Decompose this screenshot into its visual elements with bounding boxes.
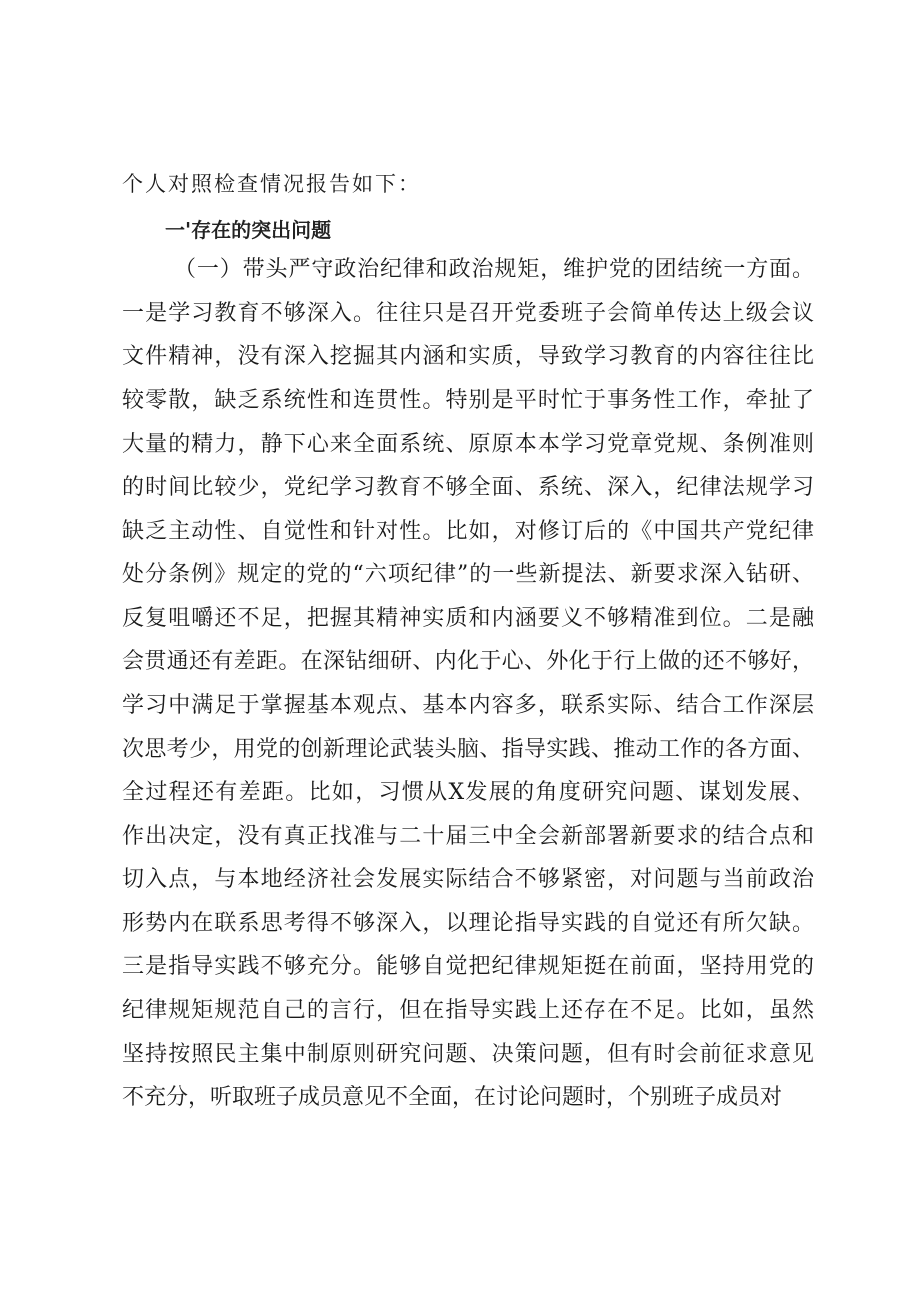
paragraph-line: 形势内在联系思考得不够深入，以理论指导实践的自觉还有所欠缺。 <box>122 911 814 936</box>
paragraph-line: 次思考少，用党的创新理论武装头脑、指导实践、推动工作的各方面、 <box>122 737 814 762</box>
paragraph-line: 三是指导实践不够充分。能够自觉把纪律规矩挺在前面，坚持用党的 <box>122 954 814 979</box>
paragraph-line: 处分条例》规定的党的“六项纪律”的一些新提法、新要求深入钻研、 <box>122 562 814 587</box>
paragraph-line: 会贯通还有差距。在深钻细研、内化于心、外化于行上做的还不够好， <box>122 649 814 674</box>
paragraph-line: 文件精神，没有深入挖掘其内涵和实质，导致学习教育的内容往往比 <box>122 344 814 369</box>
paragraph-line: 学习中满足于掌握基本观点、基本内容多，联系实际、结合工作深层 <box>122 693 814 718</box>
paragraph-line: 坚持按照民主集中制原则研究问题、决策问题，但有时会前征求意见 <box>122 1042 814 1067</box>
section-heading: 一'存在的突出问题 <box>165 218 332 242</box>
paragraph-line: 切入点，与本地经济社会发展实际结合不够紧密，对问题与当前政治 <box>122 867 814 892</box>
paragraph-line: 大量的精力，静下心来全面系统、原原本本学习党章党规、条例准则 <box>122 432 814 457</box>
paragraph-line: 全过程还有差距。比如，习惯从X发展的角度研究问题、谋划发展、 <box>122 780 814 805</box>
paragraph-line: 较零散，缺乏系统性和连贯性。特别是平时忙于事务性工作，牵扯了 <box>122 388 814 413</box>
intro-text: 个人对照检查情况报告如下： <box>122 172 421 196</box>
paragraph-line: 纪律规矩规范自己的言行，但在指导实践上还存在不足。比如，虽然 <box>122 998 814 1023</box>
paragraph-line: 作出决定，没有真正找准与二十届三中全会新部署新要求的结合点和 <box>122 824 814 849</box>
paragraph-line: 反复咀嚼还不足，把握其精神实质和内涵要义不够精准到位。二是融 <box>122 606 814 631</box>
paragraph-line: 一是学习教育不够深入。往往只是召开党委班子会简单传达上级会议 <box>122 301 814 326</box>
paragraph-line: 的时间比较少，党纪学习教育不够全面、系统、深入，纪律法规学习 <box>122 475 814 500</box>
paragraph-line: 缺乏主动性、自觉性和针对性。比如，对修订后的《中国共产党纪律 <box>122 519 814 544</box>
paragraph-line: （一）带头严守政治纪律和政治规矩，维护党的团结统一方面。 <box>174 257 814 282</box>
paragraph-line: 不充分，听取班子成员意见不全面，在讨论问题时，个别班子成员对 <box>122 1085 783 1110</box>
